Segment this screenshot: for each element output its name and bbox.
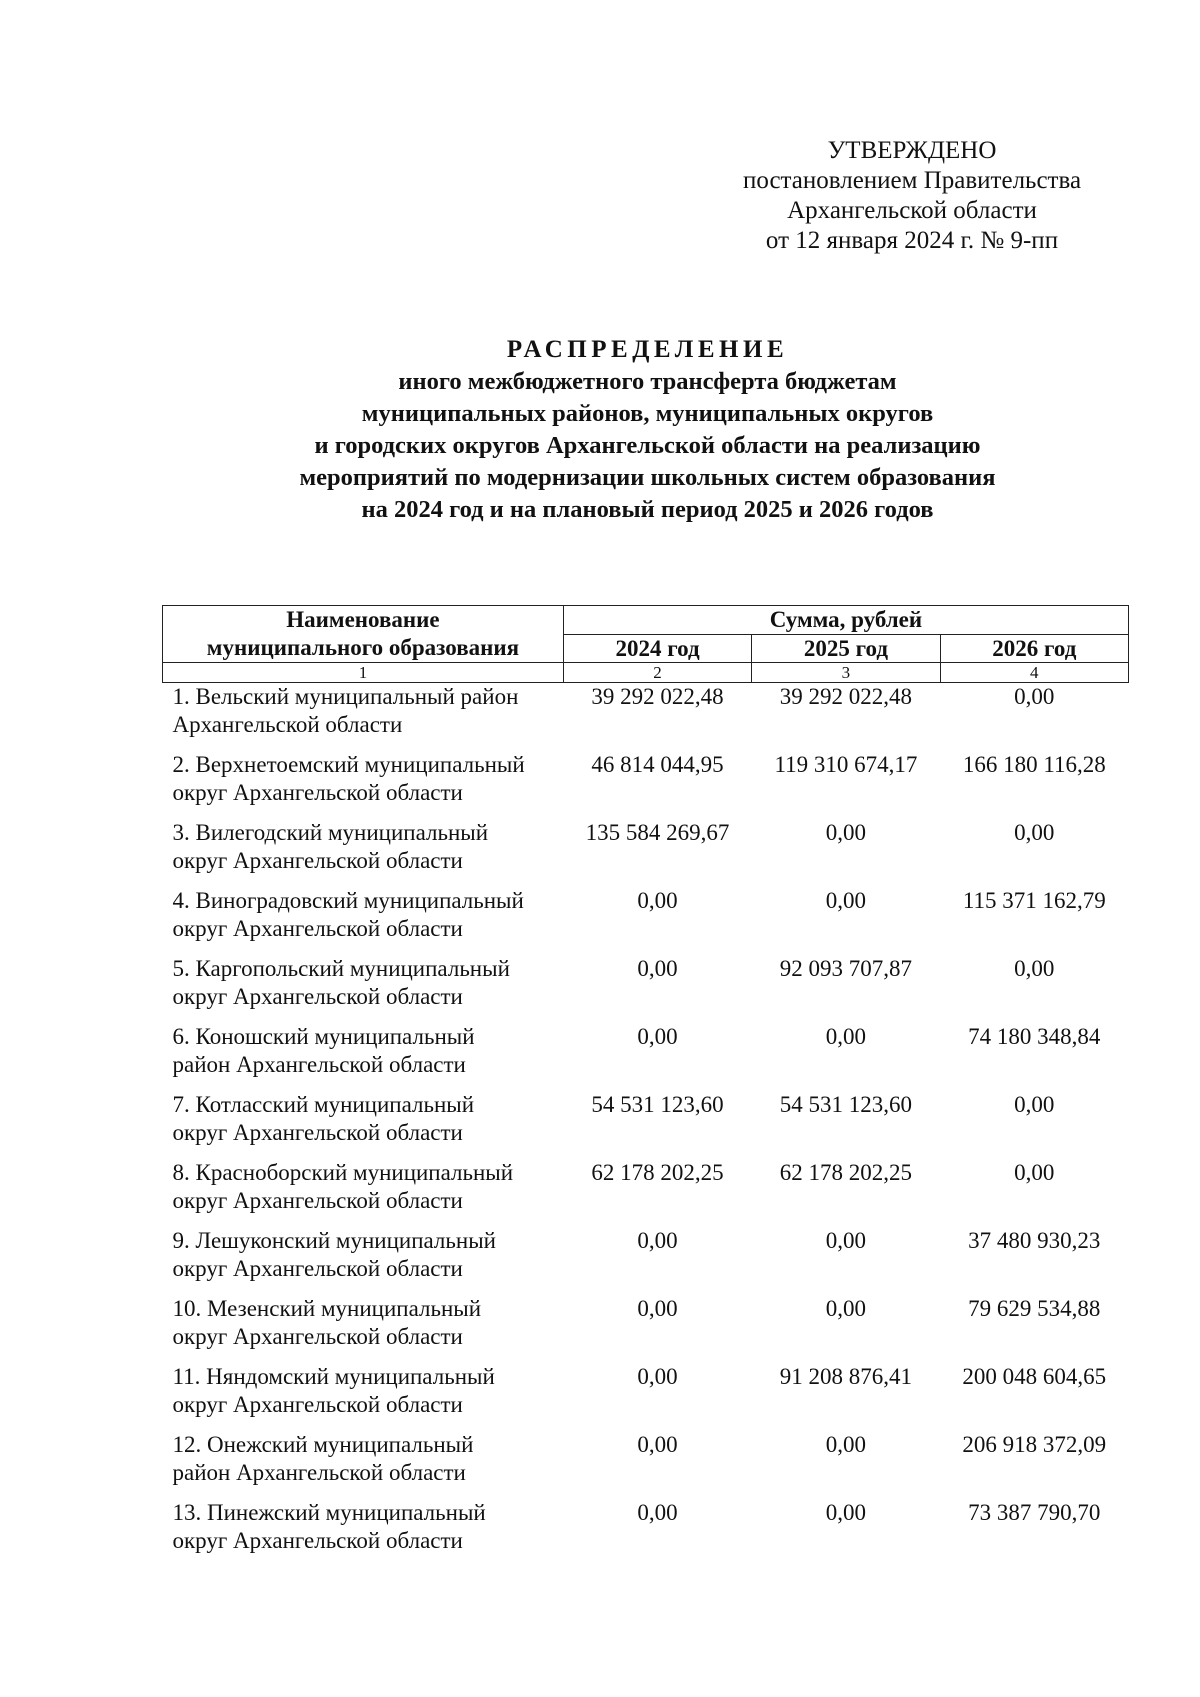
municipality-name bbox=[163, 1091, 564, 1159]
table-row bbox=[163, 1159, 1129, 1227]
amount-2025: 0,00 bbox=[825, 888, 867, 913]
table-row bbox=[163, 1499, 1129, 1567]
column-number: 1 bbox=[163, 663, 564, 683]
municipality-name bbox=[163, 1431, 564, 1499]
municipality-name-line: 9. Лешуконский муниципальный bbox=[172, 1228, 496, 1253]
document-title bbox=[160, 334, 1135, 526]
amount-2026: 206 918 372,09 bbox=[962, 1432, 1107, 1457]
table-row bbox=[163, 1091, 1129, 1159]
table-body bbox=[163, 683, 1129, 1568]
header-year-2026: 2026 год bbox=[940, 634, 1128, 663]
amount-2026: 0,00 bbox=[1014, 956, 1055, 981]
municipality-name-line: 5. Каргопольский муниципальный bbox=[172, 956, 510, 981]
table-row bbox=[163, 1227, 1129, 1295]
amount-2025: 0,00 bbox=[825, 1228, 867, 1253]
column-number: 2 bbox=[563, 663, 751, 683]
municipality-name-line: округ Архангельской области bbox=[172, 984, 463, 1009]
amount-2026: 0,00 bbox=[1014, 1160, 1055, 1185]
approval-heading: УТВЕРЖДЕНО bbox=[827, 137, 997, 164]
title-line: и городских округов Архангельской области на реализацию bbox=[314, 432, 981, 459]
municipality-name-line: округ Архангельской области bbox=[172, 1120, 463, 1145]
table-row bbox=[163, 955, 1129, 1023]
amount-2024: 39 292 022,48 bbox=[591, 684, 724, 709]
amount-2024: 135 584 269,67 bbox=[585, 820, 730, 845]
municipality-name-line: 2. Верхнетоемский муниципальный bbox=[172, 752, 525, 777]
municipality-name bbox=[163, 1227, 564, 1295]
amount-2024: 46 814 044,95 bbox=[591, 752, 724, 777]
amount-2025: 39 292 022,48 bbox=[779, 684, 913, 709]
table-row bbox=[163, 1023, 1129, 1091]
municipality-name-line: 7. Котласский муниципальный bbox=[172, 1092, 475, 1117]
amount-2026: 200 048 604,65 bbox=[962, 1364, 1107, 1389]
municipality-name-line: округ Архангельской области bbox=[172, 1256, 463, 1281]
municipality-name bbox=[163, 1363, 564, 1431]
table-row bbox=[163, 1431, 1129, 1499]
amount-2025: 0,00 bbox=[825, 1432, 867, 1457]
title-line: на 2024 год и на плановый период 2025 и 2026 годов bbox=[361, 496, 934, 523]
municipality-name bbox=[163, 1499, 564, 1567]
header-year-2024: 2024 год bbox=[563, 634, 751, 663]
column-number: 4 bbox=[940, 663, 1128, 683]
amount-2024: 0,00 bbox=[637, 1364, 678, 1389]
amount-2025: 54 531 123,60 bbox=[779, 1092, 913, 1117]
municipality-name bbox=[163, 1023, 564, 1091]
amount-2026: 37 480 930,23 bbox=[968, 1228, 1101, 1253]
municipality-name bbox=[163, 1159, 564, 1227]
municipality-name bbox=[163, 887, 564, 955]
title-line: иного межбюджетного трансферта бюджетам bbox=[398, 368, 897, 395]
header-year-2025: 2025 год bbox=[752, 634, 940, 663]
municipality-name-line: округ Архангельской области bbox=[172, 848, 463, 873]
municipality-name-line: 13. Пинежский муниципальный bbox=[172, 1500, 486, 1525]
amount-2026: 73 387 790,70 bbox=[968, 1500, 1101, 1525]
municipality-name-line: округ Архангельской области bbox=[172, 1528, 463, 1553]
amount-2024: 62 178 202,25 bbox=[591, 1160, 724, 1185]
municipality-name-line: 3. Вилегодский муниципальный bbox=[172, 820, 489, 845]
amount-2026: 74 180 348,84 bbox=[968, 1024, 1101, 1049]
table-row bbox=[163, 1295, 1129, 1363]
municipality-name-line: район Архангельской области bbox=[172, 1052, 466, 1077]
municipality-name-line: 6. Коношский муниципальный bbox=[172, 1024, 475, 1049]
amount-2024: 0,00 bbox=[637, 1500, 678, 1525]
amount-2024: 0,00 bbox=[637, 1024, 678, 1049]
amount-2024: 0,00 bbox=[637, 888, 678, 913]
amount-2024: 0,00 bbox=[637, 1228, 678, 1253]
column-number: 3 bbox=[752, 663, 940, 683]
municipality-name-line: 4. Виноградовский муниципальный bbox=[172, 888, 524, 913]
amount-2024: 0,00 bbox=[637, 956, 678, 981]
table-row bbox=[163, 887, 1129, 955]
amount-2026: 79 629 534,88 bbox=[968, 1296, 1101, 1321]
table-row bbox=[163, 683, 1129, 752]
municipality-name bbox=[163, 955, 564, 1023]
municipality-name-line: 12. Онежский муниципальный bbox=[172, 1432, 474, 1457]
amount-2026: 0,00 bbox=[1014, 1092, 1055, 1117]
municipality-name-line: округ Архангельской области bbox=[172, 916, 463, 941]
amount-2025: 62 178 202,25 bbox=[779, 1160, 913, 1185]
table-row bbox=[163, 819, 1129, 887]
amount-2025: 92 093 707,87 bbox=[779, 956, 913, 981]
amount-2026: 115 371 162,79 bbox=[962, 888, 1106, 913]
amount-2025: 0,00 bbox=[825, 820, 867, 845]
title-line: муниципальных районов, муниципальных округов bbox=[361, 400, 934, 427]
municipality-name-line: Архангельской области bbox=[172, 712, 403, 737]
municipality-name-line: округ Архангельской области bbox=[172, 1324, 463, 1349]
header-name: Наименование муниципального образования bbox=[163, 606, 564, 663]
amount-2025: 0,00 bbox=[825, 1500, 867, 1525]
municipality-name bbox=[163, 1295, 564, 1363]
approval-line: постановлением Правительства bbox=[742, 167, 1082, 194]
amount-2024: 0,00 bbox=[637, 1296, 678, 1321]
municipality-name-line: округ Архангельской области bbox=[172, 1392, 463, 1417]
amount-2024: 54 531 123,60 bbox=[591, 1092, 724, 1117]
municipality-name-line: 1. Вельский муниципальный район bbox=[172, 684, 519, 709]
municipality-name-line: 11. Няндомский муниципальный bbox=[172, 1364, 495, 1389]
municipality-name-line: район Архангельской области bbox=[172, 1460, 466, 1485]
municipality-name bbox=[163, 819, 564, 887]
municipality-name-line: округ Архангельской области bbox=[172, 1188, 463, 1213]
amount-2026: 0,00 bbox=[1014, 820, 1055, 845]
amount-2025: 0,00 bbox=[825, 1296, 867, 1321]
approval-line: Архангельской области bbox=[787, 197, 1037, 224]
amount-2026: 166 180 116,28 bbox=[962, 752, 1106, 777]
header-sum: Сумма, рублей bbox=[563, 606, 1128, 635]
amount-2024: 0,00 bbox=[637, 1432, 678, 1457]
municipality-name bbox=[163, 751, 564, 819]
title-main: РАСПРЕДЕЛЕНИЕ bbox=[506, 336, 789, 363]
amount-2026: 0,00 bbox=[1014, 684, 1055, 709]
municipality-name-line: 10. Мезенский муниципальный bbox=[172, 1296, 482, 1321]
table-row bbox=[163, 1363, 1129, 1431]
amount-2025: 119 310 674,17 bbox=[774, 752, 918, 777]
approval-date: от 12 января 2024 г. № 9-пп bbox=[765, 227, 1059, 254]
municipality-name-line: округ Архангельской области bbox=[172, 780, 463, 805]
table-row bbox=[163, 751, 1129, 819]
municipality-name-line: 8. Красноборский муниципальный bbox=[172, 1160, 514, 1185]
title-line: мероприятий по модернизации школьных систем образования bbox=[299, 464, 996, 491]
amount-2025: 0,00 bbox=[825, 1024, 867, 1049]
distribution-table bbox=[162, 605, 1129, 1567]
municipality-name bbox=[163, 683, 564, 752]
approval-stamp bbox=[700, 136, 1124, 256]
amount-2025: 91 208 876,41 bbox=[779, 1364, 913, 1389]
